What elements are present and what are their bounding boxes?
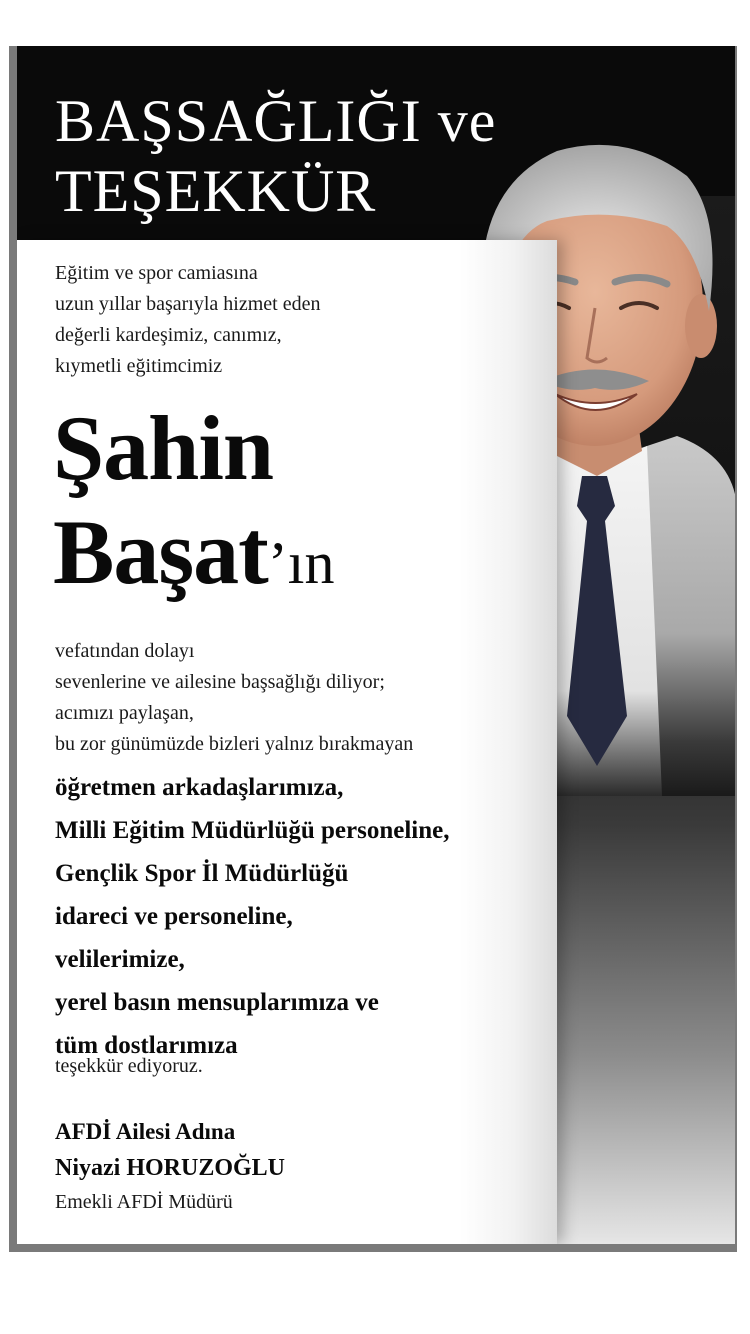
body-line: sevenlerine ve ailesine başsağlığı diliyor;	[55, 671, 385, 693]
name-suffix: ’ın	[267, 530, 335, 596]
deceased-last-name: Başat	[53, 501, 268, 603]
closing-text: teşekkür ediyoruz.	[55, 1055, 203, 1077]
deceased-name	[53, 396, 334, 615]
signature-org: AFDİ Ailesi Adına	[55, 1119, 236, 1144]
deceased-last-name-line	[53, 500, 334, 615]
body-line: vefatından dolayı	[55, 640, 195, 662]
title-line-1: BAŞSAĞLIĞI ve	[55, 88, 497, 154]
announcement-card	[17, 46, 735, 1244]
page-title	[55, 86, 496, 226]
thanks-item: tüm dostlarımıza	[55, 1032, 238, 1059]
intro-text	[55, 258, 320, 382]
thanks-list	[55, 766, 449, 1067]
intro-line: kıymetli eğitimcimiz	[55, 355, 223, 377]
signature-block	[55, 1114, 285, 1218]
intro-line: değerli kardeşimiz, canımız,	[55, 324, 282, 346]
signature-title: Emekli AFDİ Müdürü	[55, 1191, 233, 1213]
thanks-item: yerel basın mensuplarımıza ve	[55, 989, 379, 1016]
deceased-first-name: Şahin	[53, 397, 274, 499]
thanks-item: öğretmen arkadaşlarımıza,	[55, 774, 344, 801]
thanks-item: Gençlik Spor İl Müdürlüğü	[55, 860, 349, 887]
signature-name: Niyazi HORUZOĞLU	[55, 1155, 286, 1181]
body-line: bu zor günümüzde bizleri yalnız bırakmayan	[55, 733, 414, 755]
title-line-2: TEŞEKKÜR	[55, 158, 377, 224]
condolence-text	[55, 636, 413, 760]
intro-line: uzun yıllar başarıyla hizmet eden	[55, 293, 321, 315]
thanks-item: velilerimize,	[55, 946, 185, 973]
body-line: acımızı paylaşan,	[55, 702, 194, 724]
announcement-frame	[9, 46, 737, 1252]
thanks-item: idareci ve personeline,	[55, 903, 293, 930]
intro-line: Eğitim ve spor camiasına	[55, 262, 258, 284]
thanks-item: Milli Eğitim Müdürlüğü personeline,	[55, 817, 450, 844]
